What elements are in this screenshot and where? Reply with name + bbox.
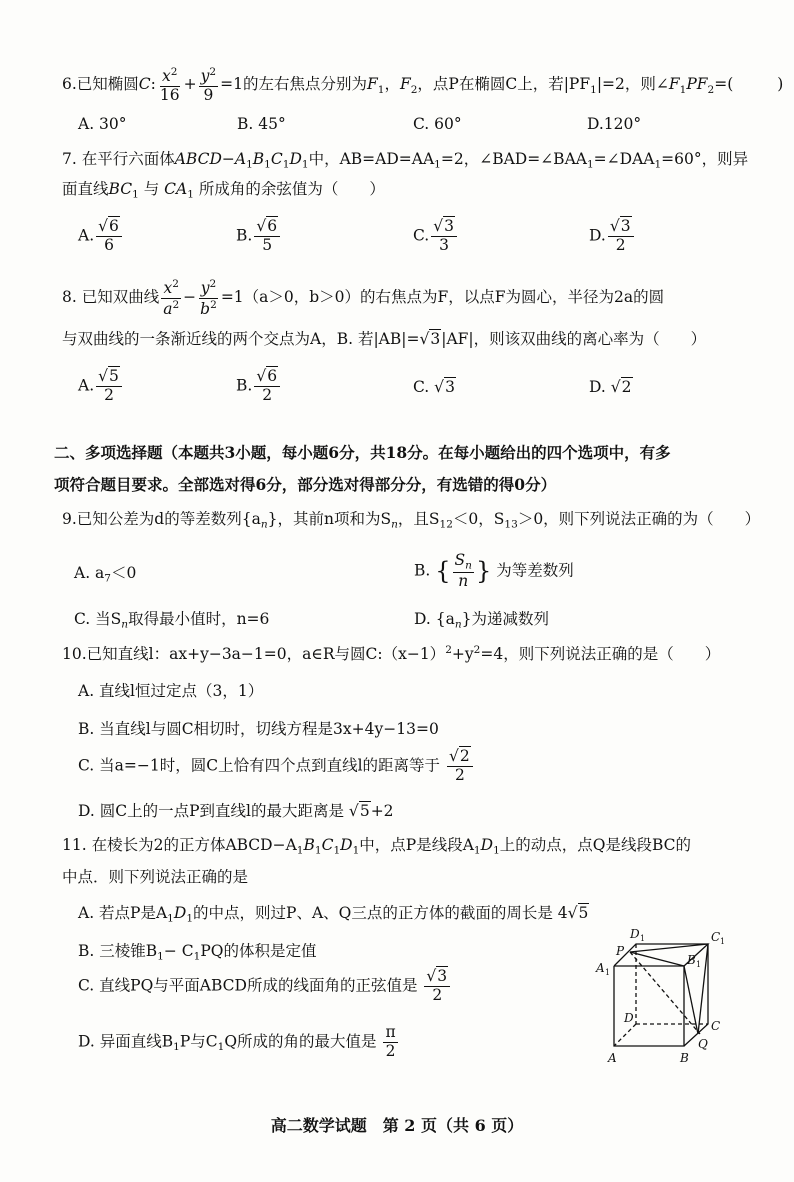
- q10-option-d: D. 圆C上的一点P到直线l的最大距离是 √5+2: [78, 802, 394, 820]
- q9-option-c: C. 当$S_n$取得最小值时，n=6: [74, 610, 270, 631]
- q7-stem-line1: 7. 在平行六面体$ABCD-A_1B_1C_1D_1$中，$AB=AD=AA_1=2$，$\angle BAD=\angle BAA_1=\angle DAA_1=60^\circ$，则异: [62, 150, 749, 171]
- q9-option-b: B. { $\frac{S_n}{n}$ } 为等差数列: [414, 551, 574, 590]
- label-d1: D: [630, 927, 640, 941]
- q9-option-d: D. $\{a_n\}$为递减数列: [414, 610, 550, 631]
- q11-stem-line1: 11. 在棱长为2的正方体$ABCD-A_1B_1C_1D_1$中，点P是线段$A_1D_1$上的动点，点Q是线段BC的: [62, 836, 692, 857]
- label-c1-sub: 1: [720, 937, 726, 946]
- q7-option-c: C. $\frac{√3}{3}$: [413, 218, 459, 255]
- q10-stem: 10.已知直线l：ax+y−3a−1=0，a∈R与圆$C:(x-1)^2+y^2=4$，则下列说法正确的是（ ）: [62, 644, 721, 663]
- q8-stem-line2: 与双曲线的一条渐近线的两个交点为A，B. 若|AB|=√3|AF|，则该双曲线的离心率为（ ）: [62, 330, 707, 348]
- q7-option-b: B. $\frac{√6}{5}$: [236, 218, 282, 255]
- q11-stem-line2: 中点．则下列说法正确的是: [62, 868, 249, 886]
- label-a: A: [608, 1051, 617, 1065]
- q8-option-d: D. √2: [589, 378, 632, 396]
- q8-option-b: B. $\frac{√6}{2}$: [236, 368, 282, 405]
- q10-option-a: A. 直线l恒过定点（3，1）: [78, 682, 264, 700]
- section2-heading: 二、多项选择题（本题共3小题，每小题6分，共18分。在每小题给出的四个选项中，有多: [54, 443, 671, 462]
- label-d1-sub: 1: [640, 934, 646, 943]
- q6-option-a: A. 30°: [78, 115, 127, 133]
- label-q: Q: [698, 1037, 708, 1051]
- label-c: C: [711, 1019, 721, 1033]
- q6-stem: 6.已知椭圆C: $\frac{x^2}{16}$ + $\frac{y^2}{9}$ =1的左右焦点分别为$F_1$，$F_2$，点P在椭圆C上，若$|PF_1|=2$，则$\angle F_1PF_2=$( ): [62, 66, 784, 104]
- label-a1: A: [596, 961, 605, 975]
- q11-option-c: C. 直线PQ与平面ABCD所成的线面角的正弦值是 $\frac{√3}{2}$: [78, 968, 452, 1005]
- q11-option-b: B. 三棱锥$B_1- C_1PQ$的体积是定值: [78, 942, 317, 963]
- q8-stem-line1: 8. 已知双曲线 $\frac{x^2}{a^2}$ − $\frac{y^2}{b^2}$ =1（a＞0，b＞0）的右焦点为F，以点F为圆心，半径为2a的圆: [62, 278, 665, 318]
- label-d: D: [624, 1011, 634, 1025]
- section2-heading-line2: 项符合题目要求。全部选对得6分，部分选对得部分分，有选错的得0分）: [54, 475, 557, 494]
- label-b1: B: [687, 953, 696, 967]
- q6-option-d: D.120°: [587, 115, 642, 133]
- label-p: P: [616, 944, 625, 958]
- q9-option-a: A. $a_7<0$: [74, 564, 137, 585]
- q10-option-c: C. 当a=−1时，圆C上恰有四个点到直线l的距离等于 $\frac{√2}{2}$: [78, 748, 475, 785]
- q6-option-b: B. 45°: [237, 115, 286, 133]
- page-footer: 高二数学试题 第 2 页（共 6 页）: [270, 1116, 524, 1135]
- q7-option-a: A. $\frac{√6}{6}$: [78, 218, 124, 255]
- q10-option-b: B. 当直线l与圆C相切时，切线方程是3x+4y−13=0: [78, 720, 439, 738]
- q7-option-d: D. $\frac{√3}{2}$: [589, 218, 636, 255]
- label-b: B: [680, 1051, 689, 1065]
- q7-stem-line2: 面直线$BC_1$ 与 $CA_1$ 所成角的余弦值为（ ）: [62, 180, 385, 201]
- label-b1-sub: 1: [696, 960, 702, 969]
- cube-figure: [590, 922, 740, 1072]
- q11-option-a: A. 若点P是$A_1D_1$的中点，则过P、A、Q三点的正方体的截面的周长是 4√5: [78, 904, 589, 925]
- label-a1-sub: 1: [605, 968, 611, 977]
- q8-option-c: C. √3: [413, 378, 455, 396]
- q11-option-d: D. 异面直线$B_1P$与$C_1Q$所成的角的最大值是 $\frac{\pi}{2}$: [78, 1023, 396, 1060]
- q9-stem: 9.已知公差为d的等差数列$\{a_n\}$，其前n项和为$S_n$，且$S_{12}<0$，$S_{13}>0$，则下列说法正确的为（ ）: [62, 510, 761, 531]
- q6-option-c: C. 60°: [413, 115, 462, 133]
- label-c1: C: [711, 930, 721, 944]
- q8-option-a: A. $\frac{√5}{2}$: [78, 368, 124, 405]
